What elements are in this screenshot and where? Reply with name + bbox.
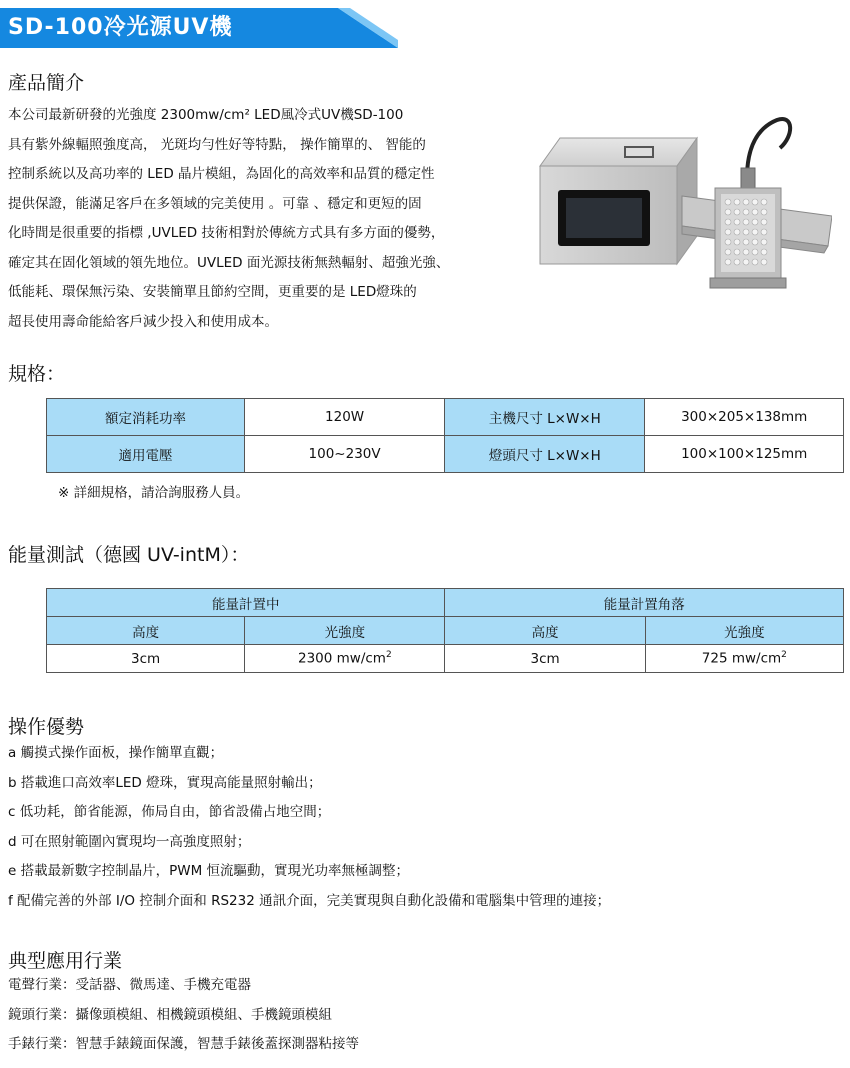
intro-line: 控制系統以及高功率的 LED 晶片模組，為固化的高效率和品質的穩定性: [8, 166, 435, 182]
intro-line: 低能耗、環保無污染、安裝簡單且節約空間，更重要的是 LED燈珠的: [8, 284, 417, 300]
table-row: [47, 436, 844, 473]
energy-value-cell: [245, 645, 445, 673]
list-item: 鏡頭行業：攝像頭模組、相機鏡頭模組、手機鏡頭模組: [8, 1006, 332, 1023]
intro-line: 化時間是很重要的指標 ,UVLED 技術相對於傳統方式具有多方面的優勢，: [8, 225, 445, 241]
intro-line: 超長使用壽命能給客戶減少投入和使用成本。: [8, 313, 278, 330]
energy-group-header: 能量計置中: [47, 589, 445, 617]
list-item: a 觸摸式操作面板，操作簡單直觀；: [8, 745, 224, 761]
energy-value-cell: [645, 645, 843, 673]
energy-value: 725 mw/cm: [701, 650, 782, 667]
title-banner: [0, 8, 398, 48]
list-item: e 搭載最新數字控制晶片，PWM 恒流驅動，實現光功率無極調整；: [8, 863, 410, 879]
list-item: 電聲行業：受話器、微馬達、手機充電器: [8, 977, 251, 993]
energy-heading: 能量測試（德國 UV-intM）：: [8, 544, 250, 566]
table-row: [47, 589, 844, 617]
applications-list: [8, 971, 359, 1060]
unit-superscript: 2: [781, 650, 787, 661]
list-item: b 搭載進口高效率LED 燈珠，實現高能量照射輸出；: [8, 774, 322, 791]
intro-line: 具有紫外線輻照強度高， 光斑均勻性好等特點， 操作簡單的、 智能的: [8, 136, 426, 153]
product-image: [532, 108, 832, 298]
energy-column-header: 高度: [47, 617, 245, 645]
intro-paragraph: [8, 101, 494, 337]
spec-label: 燈頭尺寸 L×W×H: [445, 436, 645, 473]
spec-note: ※ 詳細規格，請洽詢服務人員。: [58, 485, 250, 501]
spec-label: 額定消耗功率: [47, 399, 245, 436]
energy-group-header: 能量計置角落: [445, 589, 844, 617]
spec-label: 適用電壓: [47, 436, 245, 473]
intro-heading: 產品簡介: [8, 72, 85, 94]
intro-line: 確定其在固化領域的領先地位。UVLED 面光源技術無熱輻射、超強光強、: [8, 254, 450, 271]
advantages-heading: 操作優勢: [8, 716, 85, 738]
spec-label: 主機尺寸 L×W×H: [445, 399, 645, 436]
energy-table: [46, 588, 844, 673]
spec-heading: 規格：: [8, 363, 66, 385]
unit-superscript: 2: [385, 650, 392, 661]
list-item: 手錶行業：智慧手錶鏡面保護，智慧手錶後蓋探測器粘接等: [8, 1036, 359, 1052]
table-row: [47, 617, 844, 645]
list-item: c 低功耗，節省能源，佈局自由，節省設備占地空間；: [8, 804, 331, 820]
spec-value: 120W: [244, 399, 444, 436]
energy-value: 2300 mw/cm: [297, 650, 386, 667]
energy-column-header: 光強度: [645, 617, 843, 645]
energy-value: 3cm: [47, 645, 245, 673]
spec-value: 300×205×138mm: [645, 399, 844, 436]
list-item: d 可在照射範圍內實現均一高強度照射；: [8, 833, 251, 850]
table-row: [47, 645, 844, 673]
applications-heading: 典型應用行業: [8, 950, 123, 972]
advantages-list: [8, 739, 610, 916]
spec-value: 100×100×125mm: [645, 436, 844, 473]
spec-table: [46, 398, 844, 473]
page-title: SD-100冷光源UV機: [8, 15, 233, 40]
energy-column-header: 光強度: [245, 617, 445, 645]
intro-line: 提供保證，能滿足客戶在多領域的完美使用 。可靠 、穩定和更短的固: [8, 195, 422, 212]
intro-line: 本公司最新研發的光強度 2300mw/cm² LED風冷式UV機SD-100: [8, 107, 404, 123]
spec-value: 100~230V: [244, 436, 444, 473]
list-item: f 配備完善的外部 I/O 控制介面和 RS232 通訊介面，完美實現與自動化設備和電腦集中管理的連接；: [8, 892, 611, 909]
table-row: [47, 399, 844, 436]
energy-column-header: 高度: [445, 617, 645, 645]
energy-value: 3cm: [445, 645, 645, 673]
